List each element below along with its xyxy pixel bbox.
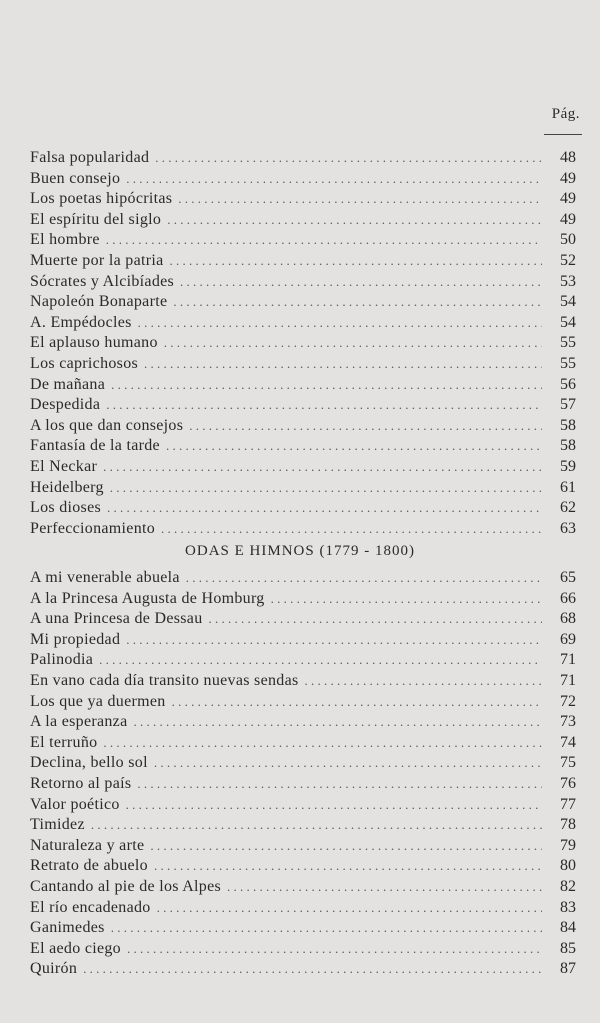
toc-entry-page-number: 79	[560, 836, 576, 854]
toc-entry	[30, 251, 576, 272]
toc-entry-title: Sócrates y Alcibíades	[30, 272, 175, 290]
toc-entry	[30, 210, 576, 231]
toc-entry-page-number: 62	[560, 499, 576, 517]
toc-entry-page-number: 63	[560, 519, 576, 537]
dot-leader	[170, 251, 543, 272]
toc-entry-title: Heidelberg	[30, 478, 104, 496]
toc-entry	[30, 436, 576, 457]
toc-entry-title: El terruño	[30, 733, 98, 751]
toc-entry-title: Los poetas hipócritas	[30, 190, 173, 208]
toc-entry-page-number: 78	[560, 816, 576, 834]
toc-entry-page-number: 87	[560, 960, 576, 978]
toc-entry-title: A los que dan consejos	[30, 416, 184, 434]
toc-entry	[30, 395, 576, 416]
dot-leader	[99, 650, 542, 671]
toc-entry-page-number: 56	[560, 375, 576, 393]
toc-entry-title: Buen consejo	[30, 169, 121, 187]
toc-entry-page-number: 68	[560, 610, 576, 628]
toc-entry-title: Palinodia	[30, 651, 94, 669]
toc-entry-title: Perfeccionamiento	[30, 519, 156, 537]
dot-leader	[155, 148, 542, 169]
toc-entry	[30, 457, 576, 478]
toc-entry	[30, 313, 576, 334]
dot-leader	[126, 169, 542, 190]
toc-entry-page-number: 71	[560, 651, 576, 669]
dot-leader	[83, 959, 542, 980]
header-rule	[544, 134, 582, 135]
toc-entry-title: Napoleón Bonaparte	[30, 293, 168, 311]
toc-entry-page-number: 73	[560, 713, 576, 731]
toc-entry	[30, 650, 576, 671]
toc-entry	[30, 568, 576, 589]
toc-entry	[30, 671, 576, 692]
dot-leader	[173, 292, 542, 313]
toc-entry-title: En vano cada día transito nuevas sendas	[30, 671, 299, 689]
toc-entry	[30, 148, 576, 169]
toc-entry	[30, 733, 576, 754]
toc-entry	[30, 519, 576, 540]
toc-entry-page-number: 52	[560, 251, 576, 269]
toc-entry-title: El espíritu del siglo	[30, 210, 162, 228]
toc-entry-page-number: 55	[560, 354, 576, 372]
toc-entry-page-number: 58	[560, 416, 576, 434]
toc-entry-page-number: 77	[560, 795, 576, 813]
toc-entry-title: Valor poético	[30, 795, 120, 813]
toc-entry	[30, 795, 576, 816]
toc-entry-page-number: 54	[560, 293, 576, 311]
toc-entry	[30, 939, 576, 960]
dot-leader	[133, 712, 542, 733]
toc-entry-page-number: 75	[560, 754, 576, 772]
dot-leader	[127, 939, 542, 960]
toc-entry-title: Quirón	[30, 960, 78, 978]
toc-entry-page-number: 50	[560, 231, 576, 249]
toc-entry-title: A. Empédocles	[30, 313, 132, 331]
toc-entry-page-number: 49	[560, 210, 576, 228]
toc-entry	[30, 416, 576, 437]
toc-entry-title: Declina, bello sol	[30, 754, 148, 772]
dot-leader	[107, 498, 542, 519]
dot-leader	[111, 918, 542, 939]
dot-leader	[305, 671, 542, 692]
dot-leader	[178, 189, 542, 210]
dot-leader	[137, 774, 542, 795]
toc-entry-page-number: 71	[560, 671, 576, 689]
toc-entry-title: El aedo ciego	[30, 939, 121, 957]
toc-entry-title: Mi propiedad	[30, 630, 121, 648]
toc-entry-page-number: 53	[560, 272, 576, 290]
toc-entry-page-number: 85	[560, 939, 576, 957]
toc-entry-title: Naturaleza y arte	[30, 836, 145, 854]
dot-leader	[161, 519, 542, 540]
toc-entry	[30, 609, 576, 630]
dot-leader	[154, 753, 542, 774]
dot-leader	[186, 568, 542, 589]
dot-leader	[138, 313, 542, 334]
page-column-header: Pág.	[551, 106, 580, 122]
dot-leader	[150, 836, 542, 857]
dot-leader	[172, 692, 542, 713]
toc-entry-page-number: 48	[560, 149, 576, 166]
toc-entry-page-number: 83	[560, 898, 576, 916]
toc-entry	[30, 630, 576, 651]
toc-entry	[30, 375, 576, 396]
dot-leader	[227, 877, 542, 898]
toc-entry-page-number: 55	[560, 334, 576, 352]
toc-entry	[30, 169, 576, 190]
toc-entry-title: Muerte por la patria	[30, 251, 164, 269]
dot-leader	[106, 230, 542, 251]
dot-leader	[167, 210, 542, 231]
dot-leader	[111, 375, 542, 396]
toc-entry	[30, 354, 576, 375]
toc-entry	[30, 292, 576, 313]
toc-entry	[30, 836, 576, 857]
toc-entry-page-number: 84	[560, 919, 576, 937]
section-heading: ODAS E HIMNOS (1779 - 1800)	[185, 543, 415, 559]
toc-entry	[30, 898, 576, 919]
toc-entry-title: A mi venerable abuela	[30, 569, 180, 586]
toc-entry-title: Los caprichosos	[30, 354, 139, 372]
dot-leader	[271, 589, 542, 610]
toc-entry-page-number: 59	[560, 457, 576, 475]
dot-leader	[103, 733, 542, 754]
toc-entry	[30, 918, 576, 939]
toc-entry	[30, 815, 576, 836]
toc-entry	[30, 272, 576, 293]
toc-entry-title: A la esperanza	[30, 713, 128, 731]
dot-leader	[106, 395, 542, 416]
toc-entry	[30, 478, 576, 499]
toc-entry-title: El Neckar	[30, 457, 98, 475]
toc-entry-page-number: 49	[560, 190, 576, 208]
toc-entry	[30, 959, 576, 980]
dot-leader	[126, 795, 542, 816]
dot-leader	[189, 416, 542, 437]
toc-entry	[30, 692, 576, 713]
toc-entry-title: Ganimedes	[30, 919, 105, 937]
toc-entry-page-number: 74	[560, 733, 576, 751]
toc-entry-title: A una Princesa de Dessau	[30, 610, 203, 628]
toc-entry-title: Timidez	[30, 816, 85, 834]
toc-entry-page-number: 58	[560, 437, 576, 455]
toc-entry-page-number: 65	[560, 569, 576, 586]
dot-leader	[166, 436, 542, 457]
toc-entry	[30, 498, 576, 519]
toc-entry-title: Despedida	[30, 396, 101, 414]
dot-leader	[144, 354, 542, 375]
dot-leader	[126, 630, 542, 651]
toc-entry-page-number: 66	[560, 589, 576, 607]
toc-entry-page-number: 72	[560, 692, 576, 710]
dot-leader	[103, 457, 542, 478]
toc-entry-page-number: 82	[560, 877, 576, 895]
dot-leader	[154, 856, 542, 877]
toc-entry-page-number: 80	[560, 857, 576, 875]
toc-list-section-b	[30, 568, 576, 980]
toc-entry	[30, 774, 576, 795]
toc-entry-title: Los que ya duermen	[30, 692, 166, 710]
dot-leader	[91, 815, 542, 836]
dot-leader	[110, 478, 542, 499]
toc-entry-title: Retrato de abuelo	[30, 857, 148, 875]
toc-entry-title: El aplauso humano	[30, 334, 158, 352]
dot-leader	[209, 609, 543, 630]
toc-entry	[30, 712, 576, 733]
toc-entry	[30, 856, 576, 877]
toc-entry-page-number: 57	[560, 396, 576, 414]
dot-leader	[180, 272, 542, 293]
toc-entry-title: Cantando al pie de los Alpes	[30, 877, 222, 895]
toc-entry	[30, 333, 576, 354]
toc-entry-title: Los dioses	[30, 499, 101, 517]
toc-list-section-a	[30, 148, 576, 539]
toc-entry	[30, 230, 576, 251]
toc-entry	[30, 589, 576, 610]
toc-entry-page-number: 61	[560, 478, 576, 496]
toc-entry-title: A la Princesa Augusta de Homburg	[30, 589, 265, 607]
toc-entry-title: El río encadenado	[30, 898, 151, 916]
toc-entry-title: El hombre	[30, 231, 100, 249]
toc-entry	[30, 877, 576, 898]
toc-entry-page-number: 54	[560, 313, 576, 331]
toc-entry-page-number: 49	[560, 169, 576, 187]
dot-leader	[164, 333, 542, 354]
toc-entry-title: Falsa popularidad	[30, 149, 150, 166]
toc-entry-page-number: 76	[560, 774, 576, 792]
toc-entry	[30, 189, 576, 210]
toc-entry	[30, 753, 576, 774]
toc-entry-title: De mañana	[30, 375, 106, 393]
toc-entry-title: Retorno al país	[30, 774, 132, 792]
toc-entry-title: Fantasía de la tarde	[30, 437, 160, 455]
dot-leader	[157, 898, 542, 919]
toc-entry-page-number: 69	[560, 630, 576, 648]
